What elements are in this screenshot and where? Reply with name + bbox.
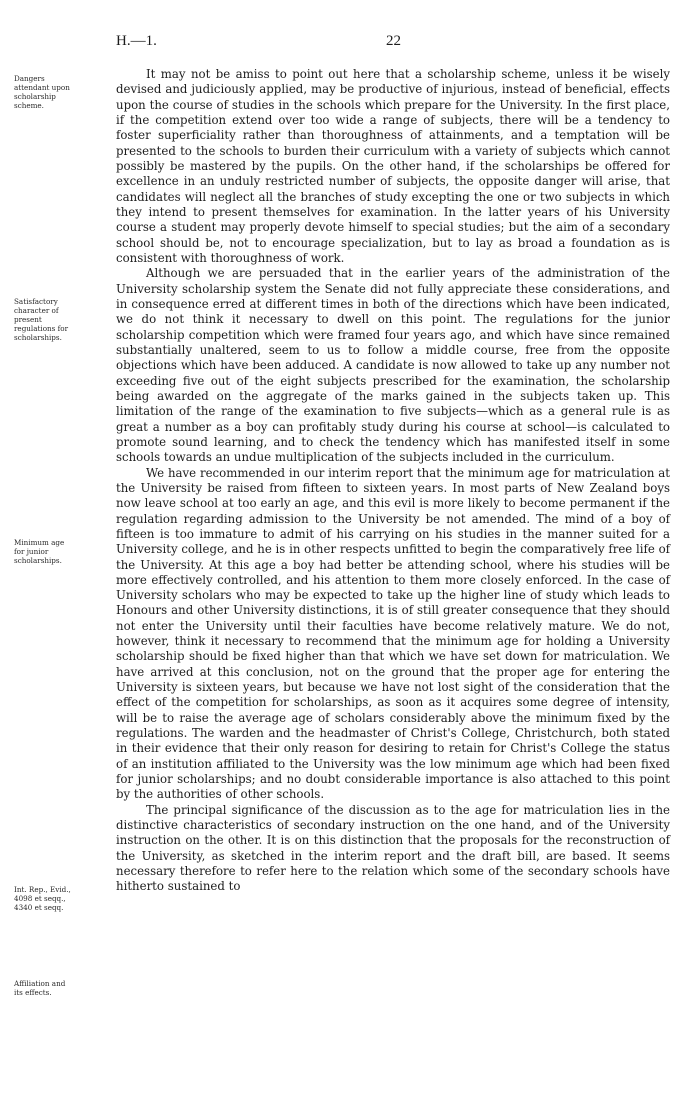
document-code: H.—1. (116, 33, 157, 49)
marginal-note-dangers (14, 74, 114, 110)
marginal-note-line: regulations for (14, 324, 69, 333)
marginal-note-line: scholarship (14, 92, 56, 101)
marginal-note-interim-report (14, 885, 114, 912)
marginal-note-line: Int. Rep., Evid., (14, 885, 71, 894)
marginal-note-line: attendant upon (14, 83, 70, 92)
marginal-note-minimum-age (14, 538, 114, 565)
marginal-note-line: scheme. (14, 101, 44, 110)
page-number: 22 (386, 33, 401, 49)
marginal-note-line: present (14, 315, 42, 324)
body-text (116, 67, 670, 895)
marginal-note-line: for junior (14, 547, 49, 556)
marginal-note-line: Minimum age (14, 538, 65, 547)
marginal-note-line: 4098 et seqq., (14, 894, 66, 903)
marginal-note-line: Satisfactory (14, 297, 58, 306)
marginal-note-line: its effects. (14, 988, 52, 997)
paragraph-present-regulations: Although we are persuaded that in the earlier years of the administration of the University scholarship system the Senate did not fully appreciate these considerations, and in consequence erred at different times in both of the directions which have been indicated, we do not think it necessary to dwell on this point. The regulations for the junior scholarship competition which were framed four years ago, and which have since remained substantially unaltered, seem to us to follow a middle course, free from the opposite objections which have been adduced. A candidate is now allowed to take up any number not exceeding five out of the eight subjects prescribed for the examination, the scholarship being awarded on the aggregate of the marks gained in the subjects taken up. This limitation of the range of the examination to five subjects—which as a general rule is as great a number as a boy can profitably study during his course at school—is calculated to promote sound learning, and to check the tendency which has manifested itself in some schools towards an undue multiplication of the subjects included in the curriculum. (116, 266, 670, 465)
paragraph-minimum-age: We have recommended in our interim report that the minimum age for matriculation at the University be raised from fifteen to sixteen years. In most parts of New Zealand boys now leave school at too early an age, and this evil is more likely to become permanent if the regulation regarding admission to the University be not amended. The mind of a boy of fifteen is too immature to admit of his carrying on his studies in the manner suited for a University college, and he is in other respects unfitted to begin the comparatively free life of the University. At this age a boy had better be attending school, where his studies will be more effectively controlled, and his attention to them more closely enforced. In the case of University scholars who may be expected to take up the higher line of study which leads to Honours and other University distinctions, it is of still greater consequence that they should not enter the University until their faculties have become relatively mature. We do not, however, think it necessary to recommend that the minimum age for holding a University scholarship should be fixed higher than that which we have set down for matriculation. We have arrived at this conclusion, not on the ground that the proper age for entering the University is sixteen years, but because we have not lost sight of the consideration that the effect of the competition for scholarships, as soon as it acquires some degree of intensity, will be to raise the average age of scholars considerably above the minimum fixed by the regulations. The warden and the headmaster of Christ's College, Christchurch, both stated in their evidence that their only reason for desiring to retain for Christ's College the status of an institution affiliated to the University was the low minimum age which had been fixed for junior scholarships; and no doubt considerable importance is also attached to this point by the authorities of other schools. (116, 465, 670, 802)
marginal-note-line: character of (14, 306, 59, 315)
page-header (116, 33, 676, 53)
marginal-note-line: scholarships. (14, 556, 62, 565)
marginal-note-line: 4340 et seqq. (14, 903, 64, 912)
paragraph-scholarship-dangers: It may not be amiss to point out here that a scholarship scheme, unless it be wisely devised and judiciously applied, may be productive of injurious, instead of beneficial, effects upon the course of studies in the schools which prepare for the University. In the first place, if the competition extend over too wide a range of subjects, there will be a tendency to foster superficiality rather than thoroughness of attainments, and a temptation will be presented to the schools to burden their curriculum with a variety of subjects which cannot possibly be mastered by the pupils. On the other hand, if the scholarships be offered for excellence in an unduly restricted number of subjects, the opposite danger will arise, that candidates will neglect all the branches of study excepting the one or two subjects in which they intend to present themselves for examination. In the latter years of his University course a student may properly devote himself to special studies; but the aim of a secondary school should be, not to encourage specialization, but to lay as broad a foundation as is consistent with thoroughness of work. (116, 67, 670, 265)
marginal-note-affiliation (14, 979, 114, 997)
marginal-note-line: Dangers (14, 74, 45, 83)
marginal-note-line: scholarships. (14, 333, 62, 342)
paragraph-affiliation: The principal significance of the discussion as to the age for matriculation lies in the distinctive characteristics of secondary instruction on the one hand, and of the University instruction on the other. It is on this distinction that the proposals for the reconstruction of the University, as sketched in the interim report and the draft bill, are based. It seems necessary therefore to refer here to the relation which some of the secondary schools have hitherto sustained to (116, 802, 670, 894)
marginal-note-line: Affiliation and (14, 979, 66, 988)
marginal-note-satisfactory (14, 297, 114, 342)
